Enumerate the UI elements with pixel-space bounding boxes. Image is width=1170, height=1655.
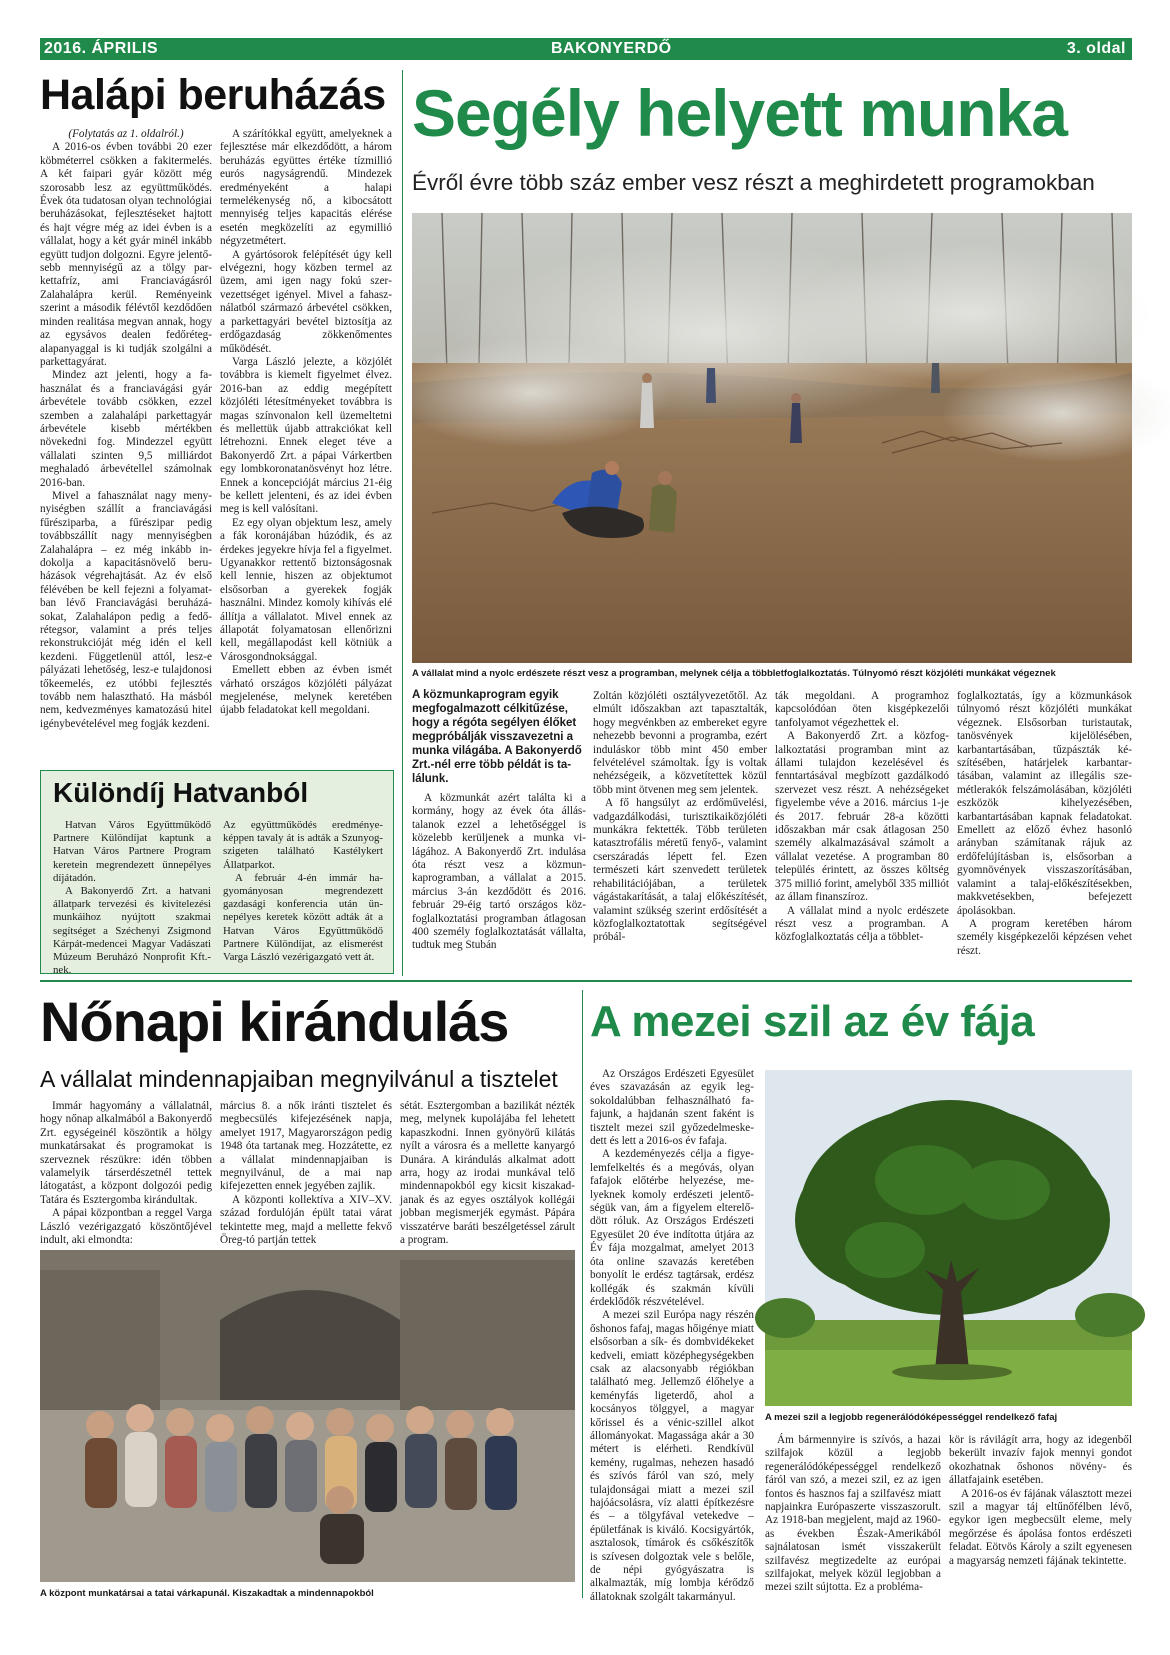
column-divider — [402, 70, 403, 976]
kulondij-column-1 — [53, 819, 211, 977]
paragraph: Az együttműködés eredményeképpen tavaly át is adták a Szunyog-szigeten található Kastélykert Állatparkot. — [223, 819, 383, 871]
szil-column-3 — [949, 1434, 1132, 1600]
paragraph: kör is rávilágít arra, hogy az idegenből bekerült invazív fajok mennyi gondot okozhatnak őshonos növény- és állatfajaink esetében. — [949, 1434, 1132, 1487]
paragraph: A kezdeményezés célja a figyelemfelkeltés és a megóvás, olyan fafajok előtérbe helyezése, melyeknek komoly erdészeti jelentőségük van, ám a figyelem elterelődött róluk. Az Országos Erdészeti Egyesület 20 éve indította útjára az Év fája mozgalmat, amelyet 2013 óta online szavazás keretében bonyolít le erdész tagtársak, erdész kollégák és szakmán kívüli érdeklődők részvételével. — [590, 1148, 754, 1308]
kulondij-title: Különdíj Hatvanból — [53, 777, 309, 808]
nonapi-subtitle: A vállalat mindennapjaiban megnyilvánul a tisztelet — [40, 1066, 558, 1092]
paragraph: A Bakonyerdő Zrt. a közfoglalkoztatási programban mint az állami tulajdon kezelésével és fenntartásával megbízott gazdálkodó szervezet vesz részt. A nehézségeket figyelembe véve a 2016. március 1-je és 2017. február 28-a közötti időszakban már csak átlagosan 250 személy alkalmazásával számolt a vállalat vezetése. A programban 80 település érintett, az összes költség 375 millió forint, amelyből 335 milliót az állam finanszíroz. — [775, 730, 949, 904]
nonapi-column-1 — [40, 1100, 212, 1247]
paragraph: A Bakonyerdő Zrt. a hatvani állatpark tervezési és kivitelezési munkáihoz nyújtott szakmai segítséget a Széchenyi Zsigmond Kárpát-medencei Magyar Vadászati Múzeum Beruházó Nonprofit Kft.-nek. — [53, 885, 211, 977]
group-photo — [40, 1250, 575, 1582]
paragraph: Zoltán közjóléti osztályvezetőtől. Az elmúlt időszakban azt tapasztalták, hogy megvénkben az embereket egyre nehezebb bevonni a programba, ezért induláskor több mint 450 ember felvételével számoltak. Így is voltak nehézségeik, a közvetítettek közül több mint ötvenen meg sem jelentek. — [593, 690, 767, 796]
page-header-bar — [40, 38, 1132, 60]
paragraph: A február 4-én immár hagyományosan megrendezett gazdasági konferencia után ünnepélyes keretek között adták át a Hatvan Város Együttműködő Partnere Különdíjat, az elismerést Varga László vezérigazgató vett át. — [223, 871, 383, 964]
halapi-column-2 — [220, 128, 392, 756]
paragraph: A szárítókkal együtt, amelyeknek a fejlesztése már elkezdődött, a három beruházás együttes értéke tízmillió eurós nagyságrendű. Mindezek eredményeként a halapi termelékenység nő, a kibocsátott mennyiség teljes kapacitás elérése esetén megközelíti az egymillió négyzetmétert. — [220, 128, 392, 248]
column-divider — [582, 990, 583, 1598]
nonapi-photo-caption: A központ munkatársai a tatai várkapunál. Kiszakadtak a mindennapokból — [40, 1588, 374, 1599]
continuation-note: (Folytatás az 1. oldalról.) — [68, 128, 184, 140]
paragraph: A központi kollektíva a XIV–XV. század fordulóján épült tatai várat tekintette meg, majd a mellette fekvő Öreg-tó partján tettek — [220, 1193, 392, 1247]
page-number: 3. oldal — [1066, 40, 1126, 57]
segely-lead: A közmunkaprogram egyik megfogalmazott célkitűzése, hogy a régóta segélyen élőket megpróbálják visszavezetni a munka világába. A Bakonyerdő Zrt.-nél erre több példát is találunk. — [412, 689, 582, 785]
paragraph: A pápai központban a reggel Varga László vezérigazgató köszöntőjével indult, aki elmondta: — [40, 1207, 212, 1247]
kulondij-column-2 — [223, 819, 383, 969]
paragraph: Hatvan Város Együttműködő Partnere Különdíjat kaptunk a Hatvan Város Partnere Program keretein megrendezett ünnepélyes díjátadón. — [53, 819, 211, 884]
paragraph: A vállalat mind a nyolc erdészete részt vesz a programban. A közfoglalkoztatás célja a többlet- — [775, 904, 949, 944]
paragraph: A 2016-os évben további 20 ezer köbméterrel csökken a fakitermelés. A két faipari gyár között még szorosabb lesz az együttműködés. Évek óta tudatosan olyan technológiai beruházásokat, fejlesztéseket hajtott és hajt végre még az idei évben is a vállalat, hogy a két gyár minél inkább együtt tudjon dolgozni. Egyre jelentősebb mennyiségű az a tölgy parkettafríz, ami Franciavágásról Zalahalápra kerül. Reményeink szerint a második félévtől kezdődően minden realitása megvan annak, hogy az egysávos dealen fedőréteg-alapanyaggal is ki tudják szolgálni a parkettagyárat. — [40, 141, 212, 368]
segely-subtitle: Évről évre több száz ember vesz részt a meghirdetett programokban — [412, 170, 1095, 195]
szil-title: A mezei szil az év fája — [590, 997, 1035, 1046]
paragraph: A mezei szil Európa nagy részén őshonos fafaj, magas hőigénye miatt elsősorban a sík- és dombvidékeket kedveli, emiatt középhegységekben csak az alacsonyabb régiókban található meg. Jellemző élőhelye a keményfás ligeterdő, ahol a kocsányos tölggyel, a magyar kőrissel és a vénic-szillel alkot állományokat. Magassága akár a 30 métert is elérheti. Rendkívül kemény, rugalmas, nehezen hasadó és szívós fáról van szó, mely tulajdonságai miatt a mezei szil hajóácsolásra, víz alatti építkezésre és – a tölgyfával vetekedve – épületfának is kiváló. Kocsigyártók, asztalosok, tímárok és csőkészítők is szívesen dolgoztak vele s belőle, de népi gyógyászatra is alkalmazták, míg lombja kérődző állatoknak szolgált takarmányul. — [590, 1309, 754, 1603]
segely-lead-box — [412, 688, 586, 785]
segely-title: Segély helyett munka — [412, 76, 1067, 150]
paragraph: Ez egy olyan objektum lesz, amely a fák koronájában húzódik, és az érdekes jegyekre hívja fel a figyelmet. Ugyanakkor rettentő biztonságosnak kell lennie, hiszen az objektumot elsősorban a gyerekek fogják használni. Mindez komoly kihívás elé állítja a vállalatot. Mivel ennek az állapotát folyamatosan ellenőrizni kell, megállapodást kell kötniük a Városgondnoksággal. — [220, 516, 392, 663]
public-work-photo — [412, 213, 1132, 663]
segely-column-1 — [412, 792, 586, 972]
nonapi-column-3 — [400, 1100, 575, 1247]
paper-name: BAKONYERDŐ — [551, 40, 672, 57]
paragraph: foglalkoztatás, így a közmunkások túlnyomó részt közjóléti munkákat végeznek. Elsősorban turistautak, tanösvények kijelölésében, karbantartásában, tűzpászták készítésében, határjelek karbantartásában, valamint az illegális szemétlerakók felszámolásában, közjóléti eszközök kihelyezésében, karbantartásában kapnak feladatokat. Emellett az előző évhez hasonló arányban számítanak rájuk az erdőfelújításban is, elsősorban a gyomnövények visszaszorításában, valamint a talaj-előkészítésekben, makkvetésekben, befejezett ápolásokban. — [957, 690, 1132, 917]
elm-tree-photo — [765, 1070, 1132, 1406]
nonapi-column-2 — [220, 1100, 392, 1247]
paragraph: Az Országos Erdészeti Egyesület éves szavazásán az egyik legsokoldalúbban felhasználható fafajunk, a hajdanán szent faként is tisztelt mezei szil győzedelmeskedett és lett a 2016-os év fafaja. — [590, 1068, 754, 1148]
section-divider — [40, 980, 1132, 982]
paragraph: Immár hagyomány a vállalatnál, hogy nőnap alkalmából a Bakonyerdő Zrt. egységeinél köszöntik a hölgy munkatársakat és programokat is szerveznek részükre: idén többen valamelyik társerdészetnél tettek látogatást, a központ dolgozói pedig Tatára és Esztergomba kirándultak. — [40, 1100, 212, 1206]
paragraph: sétát. Esztergomban a bazilikát nézték meg, melynek kupolájába fel lehetett kapaszkodni. Innen gyönyörű kilátás nyílt a városra és a mellette kanyargó Dunára. A kirándulás alkalmat adott arra, hogy az irodai munkával telő mindennapokból egy kicsit kiszakadjanak és az egyes osztályok kollégái jobban megismerjék egymást. Pápára visszatérve baráti beszélgetéssel zárult a program. — [400, 1100, 575, 1247]
paragraph: Mindez azt jelenti, hogy a fahasználat és a franciavágási gyár árbevétele tovább csökken, ezzel szemben a zalahalápi parkettagyár árbevétele kisebb mértékben növekedni fog. Mindezzel együtt vállalati szinten 9,5 milliárdot meghaladó árbevétellel számolnak 2016-ban. — [40, 369, 212, 489]
halapi-title: Halápi beruházás — [40, 71, 386, 119]
issue-date: 2016. ÁPRILIS — [44, 40, 159, 57]
szil-column-2 — [765, 1434, 941, 1600]
nonapi-title: Nőnapi kirándulás — [40, 990, 509, 1053]
paragraph: ták megoldani. A programhoz kapcsolódóan öten kisgépkezelői tanfolyamot végezhettek el. — [775, 690, 949, 729]
paragraph: március 8. a nők iránti tisztelet és megbecsülés kifejezésének napja, amelyet 1917, Magyarországon pedig 1948 óta tartanak meg. Hozzátette, ez a vállalat mindennapjaiban is megnyilvánul, de a mai nap kifejezetten ennek jegyében zajlik. — [220, 1100, 392, 1193]
paragraph: Emellett ebben az évben ismét várható országos közjóléti pályázat megjelenése, melynek keretében újabb feladatokat kell megoldani. — [220, 664, 392, 717]
segely-column-4 — [957, 690, 1132, 972]
paragraph: A program keretében három személy kisgépkezelői képzésen vehet részt. — [957, 917, 1132, 957]
segely-column-3 — [775, 690, 949, 972]
paragraph: Mivel a fahasználat nagy menynyiségben szállít a franciavágási fűrésziparba, a fűrészipar pedig továbbszállít nagy mennyiségben Zalahalápra – ez még inkább indokolja a kapacitásnövelő beruházások végrehajtását. Az év első félévében be kell fejezni a folyamatban lévő Franciavágási beruházásokat, Zalahalápon pedig a fedőrétegsor, valamint a prés teljes rekonstrukcióját még idén el kell kezdeni. Függetlenül attól, lesz-e pályázati lehetőség, lesz-e tulajdonosi tőkeemelés, ez utóbbi fejlesztés tovább nem halasztható. Ha másból nem, kedvezményes kamatozású hitel igénybevételével meg fogják kezdeni. — [40, 489, 212, 730]
segely-column-2 — [593, 690, 767, 972]
halapi-column-1 — [40, 128, 212, 756]
paragraph: Varga László jelezte, a közjólét továbbra is kiemelt figyelmet élvez. 2016-ban az eddig megépített közjóléti létesítményeket továbbra is magas színvonalon kell üzemeltetni és mellettük újabb attrakciókat kell létrehozni. Ennek eleget téve a Bakonyerdő Zrt. a pápai Várkertben egy lombkoronatanösvényt hoz létre. Ennek a koncepcióját március 21-éig be kellett jelenteni, és az idei évben meg is kell valósítani. — [220, 355, 392, 516]
paragraph: A 2016-os év fájának választott mezei szil a magyar táj eltűnőfélben lévő, egykor igen megbecsült eleme, mely megőrzése és ápolása fontos erdészeti feladat. Eötvös Károly a szilt egyenesen a magyarság nemzeti fájának tekintette. — [949, 1487, 1132, 1567]
szil-photo-caption: A mezei szil a legjobb regenerálódóképességgel rendelkező fafaj — [765, 1412, 1058, 1423]
paragraph: Ám bármennyire is szívós, a hazai szilfajok közül a legjobb regenerálódóképességgel rendelkező fáról van szó, a mezei szil, ez az igen fontos és hasznos faj a szilfavész miatt napjainkra Európaszerte visszaszorult. Az 1918-ban megjelent, majd az 1960-as években Észak-Amerikából sajnálatosan ismét visszakerült szilfavész megtizedelte az európai szilfajokat, melyek közül legjobban a mezei szilt sújtotta. Ez a probléma- — [765, 1434, 941, 1594]
paragraph: A fő hangsúlyt az erdőművelési, vadgazdálkodási, turisztikaiközjóléti munkákra fektették. Több területen katasztrofális méretű fenyő-, valamint cserszáradás lépett fel. Ezen természeti kárt szenvedett területek rehabilitációjában, a területek vágástakarítását, a talaj előkészítését, valamint szükség szerint erdősítését a közfoglalkoztatottak segítségével próbál- — [593, 797, 767, 944]
paragraph: A gyártósorok felépítését úgy kell elvégezni, hogy közben termel az üzem, ami igen nagy fokú szervezettséget igényel. Mivel a fahasználatból származó árbevétel csökken, a parkettagyári bevétel biztosítja az erdőgazdaság zökkenőmentes működését. — [220, 248, 392, 355]
segely-photo-caption: A vállalat mind a nyolc erdészete részt vesz a programban, melynek célja a többletfoglalkoztatás. Túlnyomó részt közjóléti munkákat végeznek — [412, 668, 1056, 679]
szil-column-1 — [590, 1068, 754, 1603]
paragraph: A közmunkát azért találta ki a kormány, hogy az évek óta állástalanok ezzel a lehetőséggel is közelebb kerüljenek a munka világához. A Bakonyerdő Zrt. indulása óta részt vesz a közmunkaprogramban, a vállalat a 2015. március 3-án kezdődött és 2016. február 29-éig tartó országos közfoglalkoztatási programban átlagosan 400 személy foglalkoztatását vállalta, tudtuk meg Stubán — [412, 792, 586, 952]
kulondij-box — [40, 770, 394, 977]
